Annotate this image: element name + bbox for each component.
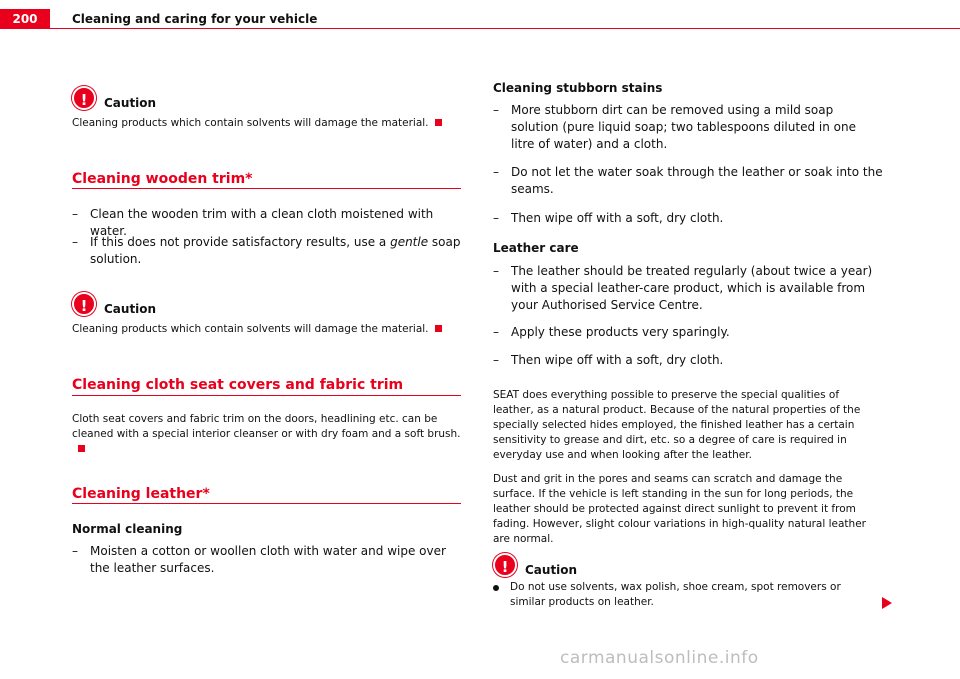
heading-cleaning-leather: Cleaning leather* <box>72 486 210 502</box>
emphasis-gentle: gentle <box>390 235 429 249</box>
dash-marker: – <box>493 165 499 179</box>
end-marker-icon <box>435 119 442 126</box>
subheading-leather-care: Leather care <box>493 241 579 255</box>
subheading-cleaning-stubborn-stains: Cleaning stubborn stains <box>493 81 663 95</box>
chapter-title: Cleaning and caring for your vehicle <box>72 12 318 26</box>
dash-marker: – <box>493 264 499 278</box>
step-care-2: – Apply these products very sparingly. <box>493 325 730 339</box>
header-rule <box>50 28 960 29</box>
step-stubborn-1: – More stubborn dirt can be removed using a mild soap solution (pure liquid soap; two tablespoons diluted in one litre of water) and a cloth. <box>493 103 856 151</box>
dash-marker: – <box>72 235 78 249</box>
step-stubborn-3: – Then wipe off with a soft, dry cloth. <box>493 211 724 225</box>
page-header <box>0 0 960 30</box>
paragraph-dust-grit: Dust and grit in the pores and seams can scratch and damage the surface. If the vehicle is left standing in the sun for long periods, the leather should be protected against direct sunlight to prevent it from fading. However, slight colour variations in high-quality natural leather are normal. <box>493 473 866 545</box>
caution-box-leather <box>493 553 883 577</box>
section-rule <box>72 188 461 189</box>
step-care-1: – The leather should be treated regularly (about twice a year) with a special leather-care product, which is available from your Authorised Service Centre. <box>493 264 873 312</box>
caution-title: Caution <box>104 302 157 316</box>
dash-marker: – <box>72 207 78 221</box>
cloth-paragraph: Cloth seat covers and fabric trim on the doors, headlining etc. can be cleaned with a special interior cleanser or with dry foam and a soft brush. <box>72 412 461 457</box>
caution-text: Cleaning products which contain solvents will damage the material. <box>72 322 461 336</box>
section-rule <box>72 395 461 396</box>
watermark: carmanualsonline.info <box>560 648 759 668</box>
caution-box-solvents-1 <box>72 86 461 130</box>
caution-icon: ! <box>72 292 96 316</box>
caution-title: Caution <box>525 563 578 577</box>
caution-text: Cleaning products which contain solvents will damage the material. <box>72 116 461 130</box>
dash-marker: – <box>493 211 499 225</box>
step-wooden-1: – Clean the wooden trim with a clean cloth moistened with water. <box>72 207 434 238</box>
dash-marker: – <box>493 353 499 367</box>
caution-icon: ! <box>72 86 96 110</box>
step-wooden-2: – If this does not provide satisfactory results, use a gentle soap solution. <box>72 235 461 266</box>
page-number: 200 <box>0 9 50 29</box>
caution-title: Caution <box>104 96 157 110</box>
end-marker-icon <box>435 325 442 332</box>
dash-marker: – <box>72 544 78 558</box>
bullet-icon <box>493 585 499 591</box>
step-normal-cleaning-1: – Moisten a cotton or woollen cloth with water and wipe over the leather surfaces. <box>72 544 446 575</box>
caution-icon: ! <box>493 553 517 577</box>
heading-cleaning-cloth-seat-covers: Cleaning cloth seat covers and fabric trim <box>72 377 404 393</box>
heading-cleaning-wooden-trim: Cleaning wooden trim* <box>72 171 253 187</box>
caution-box-solvents-2 <box>72 292 461 336</box>
dash-marker: – <box>493 325 499 339</box>
step-stubborn-2: – Do not let the water soak through the leather or soak into the seams. <box>493 165 883 196</box>
subheading-normal-cleaning: Normal cleaning <box>72 522 183 536</box>
caution-bullet-1: Do not use solvents, wax polish, shoe cream, spot removers or similar products on leather. <box>493 580 873 610</box>
step-care-3: – Then wipe off with a soft, dry cloth. <box>493 353 724 367</box>
section-rule <box>72 503 461 504</box>
end-marker-icon <box>78 445 85 452</box>
paragraph-seat-leather: SEAT does everything possible to preserve the special qualities of leather, as a natural product. Because of the natural properties of the specially selected hides employed, the finished leather has a certain sensitivity to grease and dirt, etc. so a degree of care is required in everyday use and when looking after the leather. <box>493 389 861 461</box>
dash-marker: – <box>493 103 499 117</box>
continue-arrow-icon <box>882 597 892 609</box>
